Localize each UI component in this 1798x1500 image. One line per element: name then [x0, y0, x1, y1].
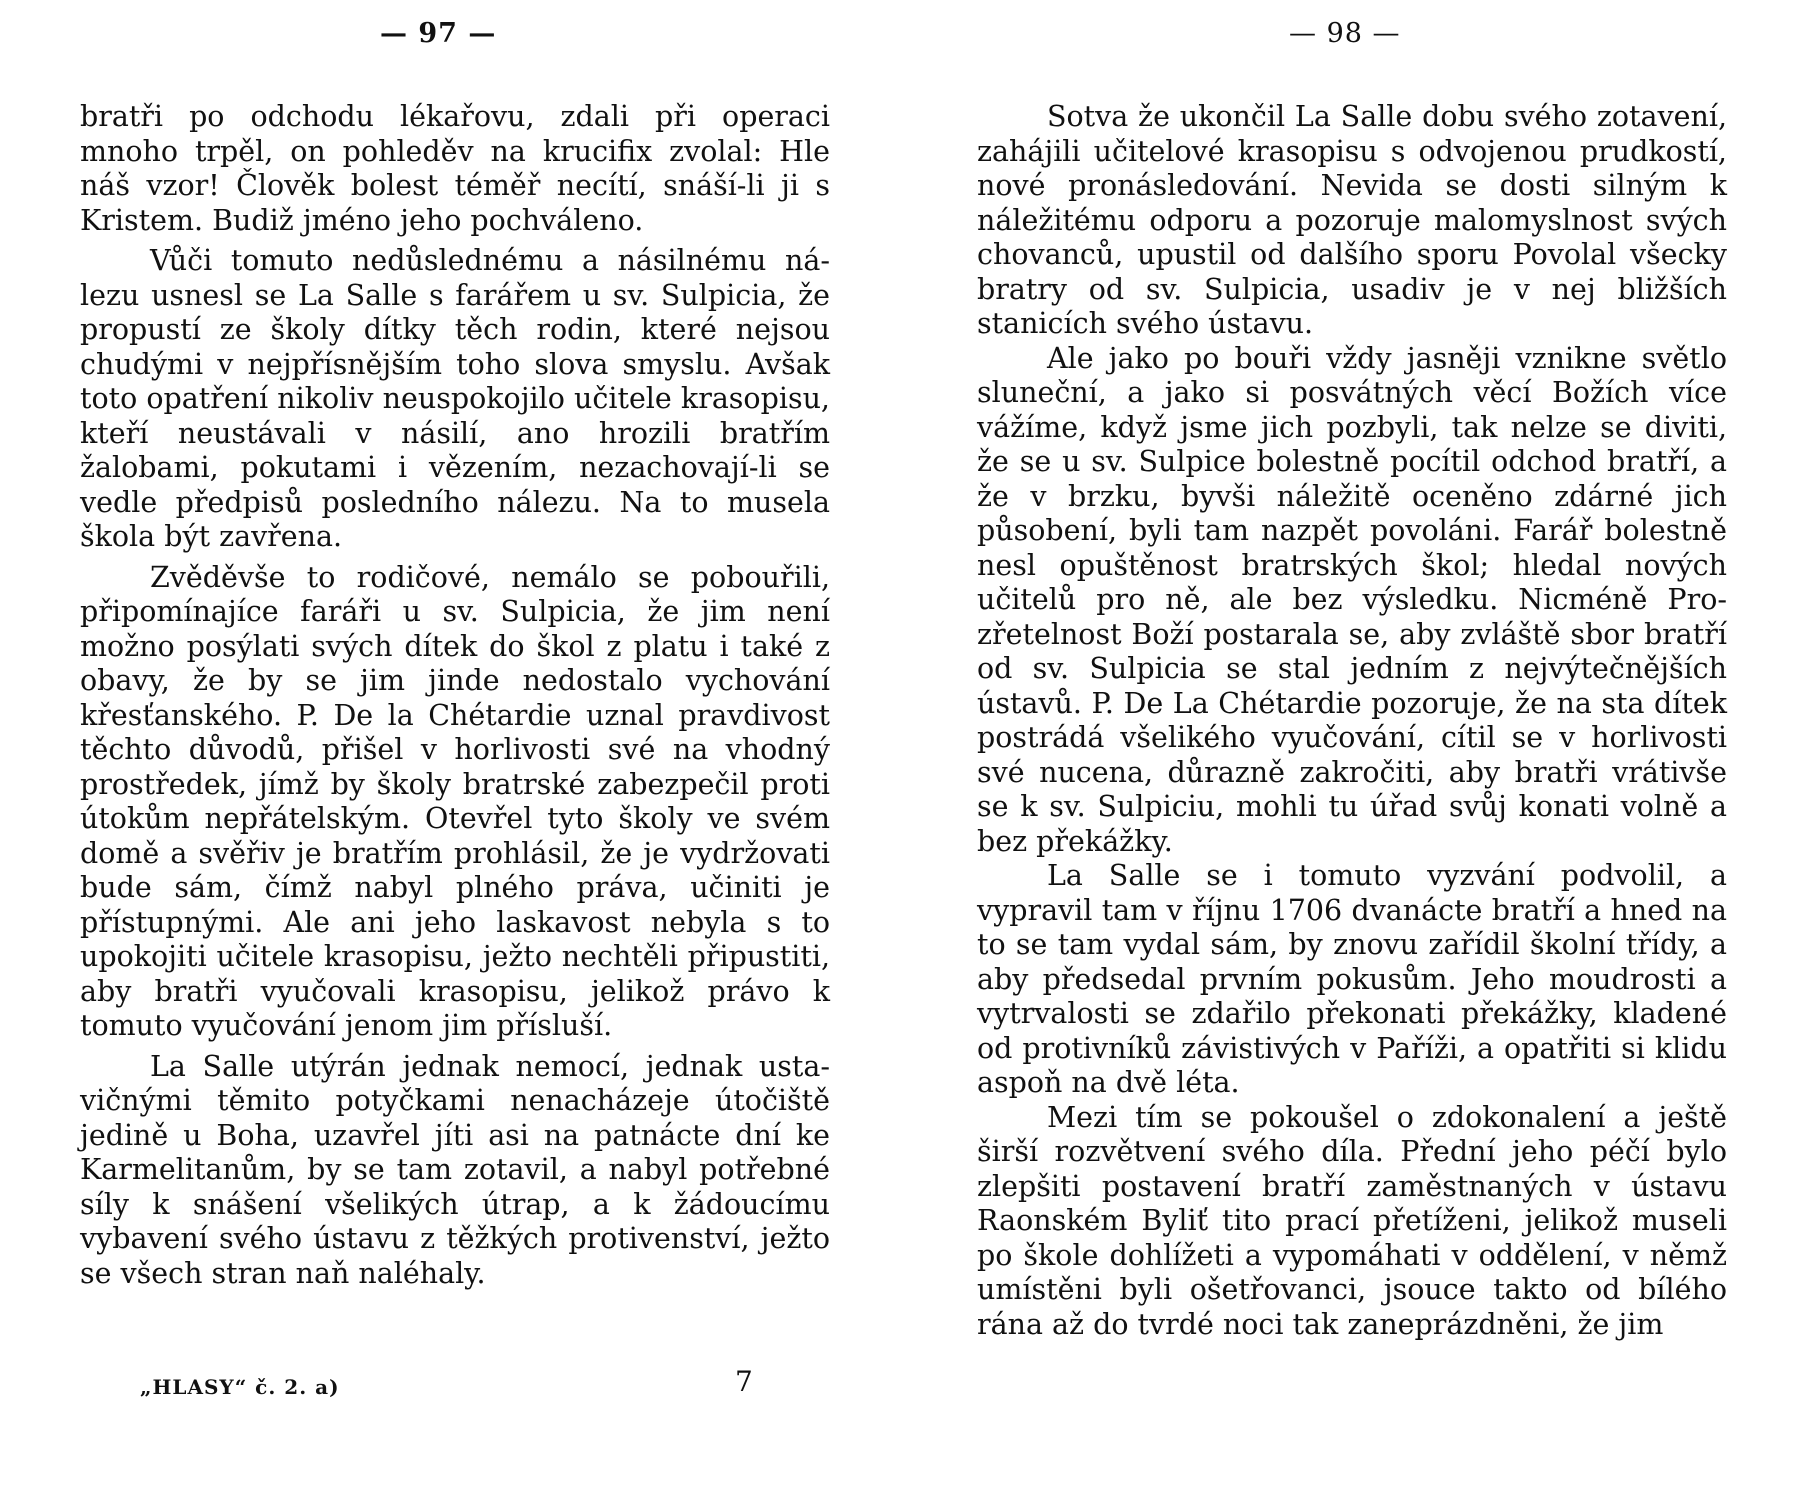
paragraph: Zvěděvše to rodičové, nemálo se pobouřili, připomínajíce faráři u sv. Sulpicia, že jim není možno posýlati svých dítek do škol z platu i také z obavy, že by se jim jinde nedostalo vychování křesťanského. P. De la Chétardie uznal pravdivost těchto důvodů, přišel v horlivosti své na vhodný prostředek, jímž by školy bratrské zabezpečil proti útokům nepřátelským. Otevřel tyto školy ve svém domě a svěřiv je bratřím prohlásil, že je vydržovati bude sám, čímž nabyl plného práva, učiniti je přístupnými. Ale ani jeho laskavost nebyla s to upokojiti učitele krasopisu, ježto nechtěli připustiti, aby bratři vyučovali krasopisu, jelikož právo k tomuto vyučování jenom jim přísluší. — [80, 560, 830, 1042]
footer-sheet-number: 7 — [735, 1365, 753, 1398]
paragraph: Vůči tomuto nedůslednému a násilnému nálezu usnesl se La Salle s farářem u sv. Sulpicia, že propustí ze školy dítky těch rodin, které nejsou chudými v nejpřísnějším toho slova smyslu. Avšak toto opatření nikoliv neuspokojilo učitele krasopisu, kteří neustávali v násilí, ano hrozili bratřím žalobami, pokutami i vězením, nezachovají-li se vedle předpisů posledního nálezu. Na to musela škola být zavřena. — [80, 244, 830, 553]
right-page — [899, 0, 1798, 1500]
paragraph: La Salle se i tomuto vyzvání podvolil, a vypravil tam v říjnu 1706 dvanácte bratří a hned na to se tam vydal sám, by znovu zařídil školní třídy, a aby předsedal prvním pokusům. Jeho moudrosti a vytrvalosti se zdařilo překonati překážky, kladené od protivníků závistivých v Paříži, a opatřiti si klidu aspoň na dvě léta. — [977, 859, 1727, 1099]
paragraph: Ale jako po bouři vždy jasněji vznikne světlo sluneční, a jako si posvátných věcí Božích více vážíme, když jsme jich pozbyli, tak nelze se diviti, že se u sv. Sulpice bolestně pocítil odchod bratří, a že v brzku, byvši náležitě oceněno zdárné jich působení, byli tam nazpět povoláni. Farář bolestně nesl opuštěnost bratrských škol; hledal nových učitelů pro ně, ale bez výsledku. Nicméně Prozřetelnost Boží postarala se, aby zvláště sbor bratří od sv. Sulpicia se stal jedním z nejvýtečnějších ústavů. P. De La Chétardie pozoruje, že na sta dítek postrádá všelikého vyučování, cítil se v horlivosti své nucena, důrazně zakročiti, aby bratři vrátivše se k sv. Sulpiciu, mohli tu úřad svůj konati volně a bez překážky. — [977, 341, 1727, 858]
paragraph: La Salle utýrán jednak nemocí, jednak ustavičnými těmito potyčkami nenacházeje útočiště jedině u Boha, uzavřel jíti asi na patnácte dní ke Karmelitanům, by se tam zotavil, a nabyl potřebné síly k snášení všelikých útrap, a k žádoucímu vybavení svého ústavu z těžkých protivenství, ježto se všech stran naň naléhaly. — [80, 1049, 830, 1290]
paragraph: bratři po odchodu lékařovu, zdali při operaci mnoho trpěl, on pohleděv na krucifix zvolal: Hle náš vzor! Člověk bolest téměř necítí, snáší-li ji s Kristem. Budiž jméno jeho pochváleno. — [80, 100, 830, 237]
right-page-text — [977, 100, 1727, 1342]
page-number-right: — 98 — — [1289, 18, 1401, 49]
page-number-left: — 97 — — [380, 18, 497, 49]
footer-signature: „HLASY“ č. 2. a) — [140, 1375, 340, 1399]
left-page-text — [80, 100, 830, 1291]
paragraph: Sotva že ukončil La Salle dobu svého zotavení, zahájili učitelové krasopisu s odvojenou prudkostí, nové pronásledování. Nevida se dosti silným k náležitému odporu a pozoruje malomyslnost svých chovanců, upustil od dalšího sporu Povolal všecky bratry od sv. Sulpicia, usadiv je v nej bližších stanicích svého ústavu. — [977, 100, 1727, 340]
paragraph: Mezi tím se pokoušel o zdokonalení a ještě širší rozvětvení svého díla. Přední jeho péčí bylo zlepšiti postavení bratří zaměstnaných v ústavu Raonském Byliť tito prací přetíženi, jelikož museli po škole dohlížeti a vypomáhati v oddělení, v němž umístěni byli ošetřovanci, jsouce takto od bílého rána až do tvrdé noci tak zaneprázdněni, že jim — [977, 1100, 1727, 1341]
